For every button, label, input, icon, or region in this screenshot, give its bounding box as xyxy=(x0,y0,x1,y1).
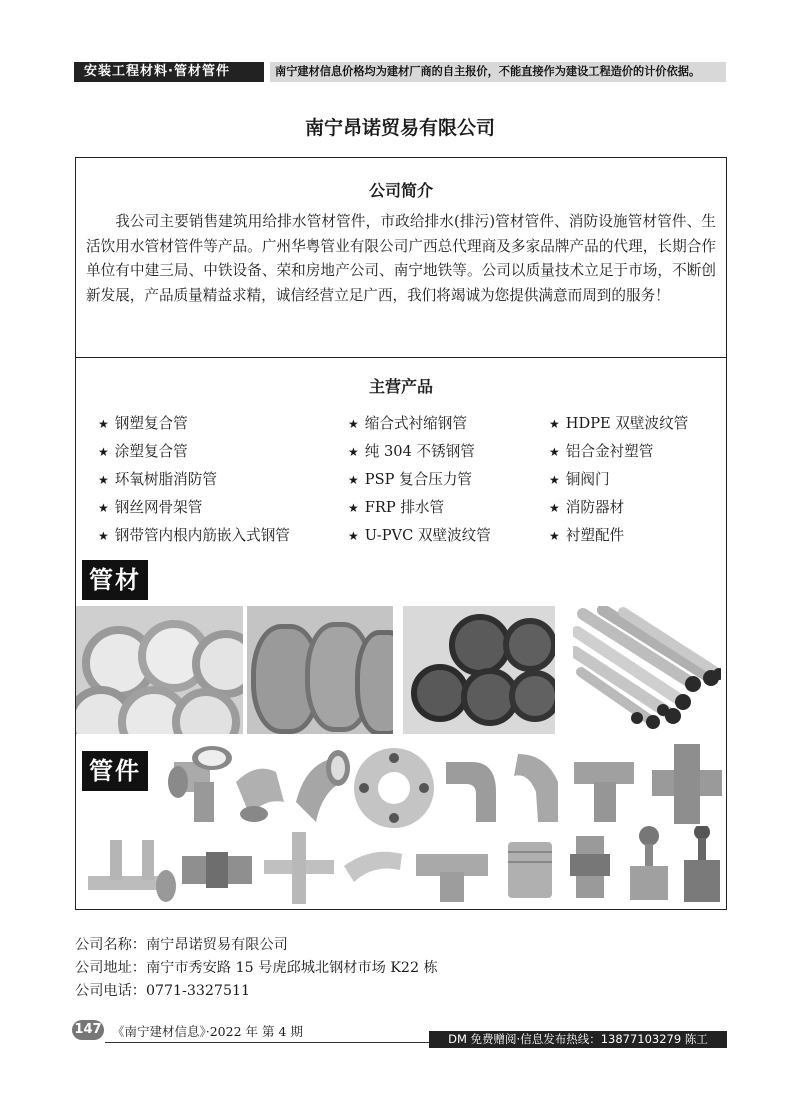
star-icon: ★ xyxy=(549,417,560,431)
product-item: ★ 涂塑复合管 xyxy=(98,443,188,460)
product-item: ★ 钢塑复合管 xyxy=(98,415,188,432)
flange-icon xyxy=(354,748,434,828)
pipes-label: 管材 xyxy=(82,560,148,600)
product-item: ★ FRP 排水管 xyxy=(348,499,445,516)
star-icon: ★ xyxy=(549,501,560,515)
star-icon: ★ xyxy=(98,445,109,459)
fittings-label: 管件 xyxy=(82,751,148,791)
star-icon: ★ xyxy=(348,417,359,431)
product-item: ★ U-PVC 双壁波纹管 xyxy=(348,527,491,544)
star-icon: ★ xyxy=(98,501,109,515)
threaded-tee-icon xyxy=(416,854,488,902)
company-address: 公司地址：南宁市秀安路 15 号虎邱城北钢材市场 K22 栋 xyxy=(75,960,438,976)
company-title: 南宁昂诺贸易有限公司 xyxy=(304,117,495,139)
product-item: ★ 缩合式衬缩钢管 xyxy=(348,415,467,432)
product-item: ★ 钢带管内根内筋嵌入式钢管 xyxy=(98,527,290,544)
elbow-fitting-icon xyxy=(236,769,284,822)
star-icon: ★ xyxy=(348,445,359,459)
fittings-row-1 xyxy=(166,742,726,834)
issue-label: 《南宁建材信息》·2022 年 第 4 期 xyxy=(112,1024,303,1039)
product-item: ★ 钢丝网骨架管 xyxy=(98,499,203,516)
intro-text: 我公司主要销售建筑用给排水管材管件，市政给排水(排污)管材管件、消防设施管材管件、生活饮用水管材管件等产品。广州华粤管业有限公司广西总代理商及多家品牌产品的代理，长期合作单位有中建三局、中铁设备、荣和房地产公司、南宁地铁等。公司以质量技术立足于市场，不断创新发展，产品质量精益求精，诚信经营立足广西，我们将竭诚为您提供满意而周到的服务！ xyxy=(86,213,716,304)
product-item: ★ HDPE 双壁波纹管 xyxy=(549,415,689,432)
intro-title: 公司简介 xyxy=(368,181,433,200)
pipe-photo-stainless xyxy=(573,606,721,734)
company-name: 公司名称：南宁昂诺贸易有限公司 xyxy=(75,937,288,953)
product-item: ★ 环氧树脂消防管 xyxy=(98,471,217,488)
product-list-col1 xyxy=(98,410,290,550)
flanged-valve-icon xyxy=(684,826,720,902)
pipe-photo-hdpe xyxy=(403,606,555,734)
pipe-photo-steel-plastic xyxy=(76,606,243,734)
star-icon: ★ xyxy=(549,445,560,459)
elbow-fitting-icon xyxy=(296,750,350,822)
star-icon: ★ xyxy=(348,501,359,515)
ad-frame xyxy=(75,157,727,910)
product-item: ★ 铜阀门 xyxy=(549,471,610,488)
product-item: ★ 消防器材 xyxy=(549,499,625,516)
union-fitting-icon xyxy=(182,852,252,888)
company-phone: 公司电话：0771-3327511 xyxy=(75,983,251,999)
product-list-col2 xyxy=(348,410,491,550)
star-icon: ★ xyxy=(549,473,560,487)
stainless-tee-icon xyxy=(88,840,176,902)
price-notice: 南宁建材信息价格均为建材厂商的自主报价，不能直接作为建设工程造价的计价依据。 xyxy=(270,62,726,82)
pvc-tee-icon xyxy=(574,762,634,822)
stainless-elbow-icon xyxy=(344,852,402,882)
product-item: ★ 铝合金衬塑管 xyxy=(549,443,654,460)
product-item: ★ PSP 复合压力管 xyxy=(348,471,473,488)
products-title: 主营产品 xyxy=(368,377,433,396)
gate-valve-icon xyxy=(630,826,668,900)
star-icon: ★ xyxy=(98,473,109,487)
stainless-cross-icon xyxy=(264,832,334,904)
fittings-row-2 xyxy=(82,826,724,908)
product-list-col3 xyxy=(549,410,688,550)
pvc-elbow-icon xyxy=(446,762,496,822)
star-icon: ★ xyxy=(549,529,560,543)
star-icon: ★ xyxy=(348,473,359,487)
hotline: DM 免费赠阅·信息发布热线：13877103279 陈工 xyxy=(429,1031,727,1048)
product-item: ★ 纯 304 不锈钢管 xyxy=(348,443,475,460)
page-number: 147 xyxy=(72,1020,104,1040)
pvc-cross-icon xyxy=(652,744,722,824)
star-icon: ★ xyxy=(348,529,359,543)
section-divider xyxy=(76,357,726,358)
section-tag: 安装工程材料·管材管件 xyxy=(74,62,264,82)
product-item: ★ 衬塑配件 xyxy=(549,527,625,544)
threaded-nipple-icon xyxy=(508,842,552,898)
pipe-photo-coated xyxy=(247,606,393,734)
tee-fitting-icon xyxy=(168,746,232,822)
pvc-elbow-icon xyxy=(514,754,558,822)
star-icon: ★ xyxy=(98,417,109,431)
star-icon: ★ xyxy=(98,529,109,543)
hex-nipple-icon xyxy=(570,836,610,898)
